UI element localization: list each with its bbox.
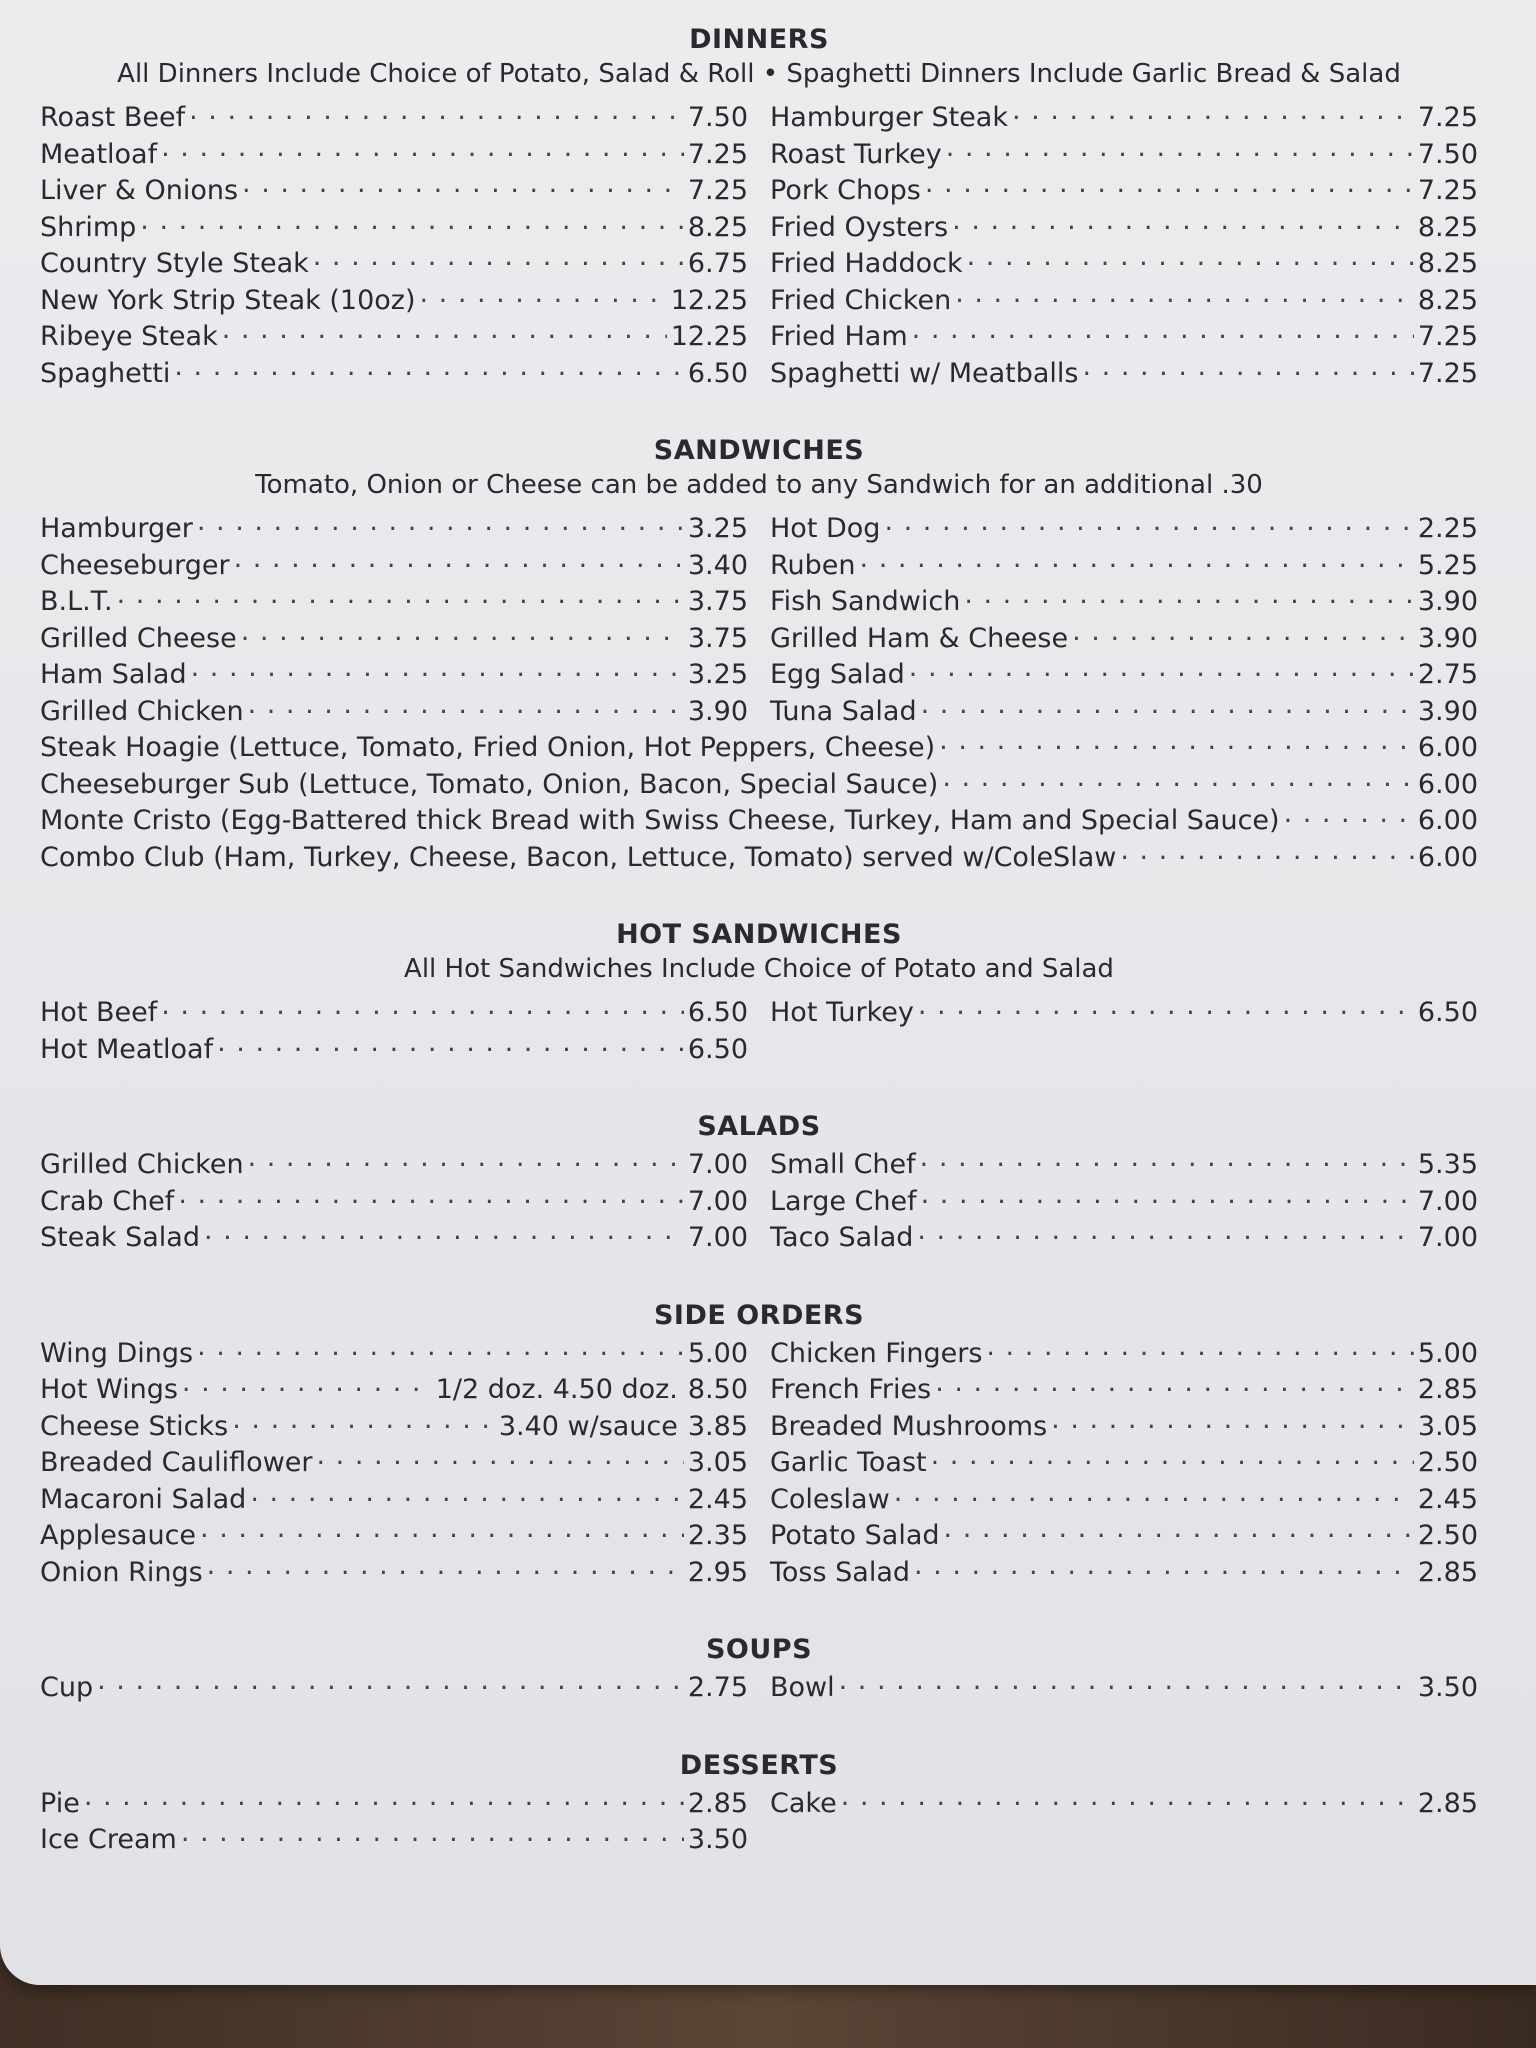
menu-item-name: Cup xyxy=(40,1672,94,1703)
menu-item-name: Garlic Toast xyxy=(770,1447,927,1478)
menu-item-price: 2.85 xyxy=(1417,1374,1478,1405)
menu-item xyxy=(770,1371,1478,1408)
menu-item-price: 5.00 xyxy=(687,1337,748,1369)
dot-leader xyxy=(248,1146,684,1173)
section-sandwiches xyxy=(40,435,1478,875)
dot-leader xyxy=(182,1371,426,1398)
menu-item xyxy=(40,1335,748,1372)
menu-item-name: Shrimp xyxy=(40,211,137,243)
dot-leader xyxy=(946,136,1414,163)
menu-item xyxy=(770,1444,1478,1481)
menu-item-name: Hot Wings xyxy=(40,1374,178,1405)
menu-item-price: 3.90 xyxy=(1417,695,1478,727)
dot-leader xyxy=(909,656,1414,683)
menu-item-name: Chicken Fingers xyxy=(770,1337,983,1369)
menu-item xyxy=(770,209,1478,246)
dot-leader xyxy=(884,510,1413,537)
menu-item-name: Fried Oysters xyxy=(770,211,949,243)
section-note: All Dinners Include Choice of Potato, Salad & Roll • Spaghetti Dinners Include Garlic Bread & Salad xyxy=(117,59,1401,89)
menu-item-name: French Fries xyxy=(770,1374,932,1405)
menu-item xyxy=(770,1183,1478,1220)
menu-item-price: 12.25 xyxy=(670,321,748,352)
menu-column-left xyxy=(40,1669,748,1706)
menu-item xyxy=(770,355,1478,392)
menu-item-name: Pie xyxy=(40,1787,80,1819)
menu-item-price: 6.00 xyxy=(1417,732,1478,763)
menu-item-name: Cheese Sticks xyxy=(40,1410,229,1442)
menu-item-price: 3.90 xyxy=(1417,586,1478,617)
menu-item-name: Breaded Mushrooms xyxy=(770,1410,1048,1442)
menu-item-price: 7.25 xyxy=(1417,321,1478,352)
dot-leader xyxy=(234,547,684,574)
dot-leader xyxy=(1072,620,1414,647)
menu-item xyxy=(40,1408,748,1445)
menu-item xyxy=(40,1669,748,1706)
dot-leader xyxy=(161,136,684,163)
section-note: Tomato, Onion or Cheese can be added to any Sandwich for an additional .30 xyxy=(255,470,1263,500)
menu-item-name: Liver & Onions xyxy=(40,175,239,206)
menu-item-name: B.L.T. xyxy=(40,586,113,617)
menu-item-price: 7.50 xyxy=(1417,138,1478,170)
section-note: All Hot Sandwiches Include Choice of Potato and Salad xyxy=(404,954,1114,984)
menu-item-name: Cake xyxy=(770,1787,837,1819)
menu-item-name: Tuna Salad xyxy=(770,695,917,727)
dot-leader xyxy=(1284,802,1414,829)
dot-leader xyxy=(222,318,667,345)
menu-item-price: 2.75 xyxy=(687,1672,748,1703)
menu-item xyxy=(770,136,1478,173)
dot-leader xyxy=(197,510,684,537)
menu-item-name: Hot Dog xyxy=(770,513,881,544)
menu-item-price: 3.50 xyxy=(1417,1672,1478,1703)
dot-leader xyxy=(178,1183,684,1210)
menu-item-price: 7.00 xyxy=(1417,1222,1478,1253)
menu-item-name: Steak Salad xyxy=(40,1222,200,1253)
dot-leader xyxy=(921,693,1414,720)
menu-item xyxy=(770,1335,1478,1372)
menu-item xyxy=(40,994,748,1031)
menu-item xyxy=(770,1669,1478,1706)
menu-item xyxy=(40,802,1478,839)
menu-item-price: 8.25 xyxy=(1417,211,1478,243)
section-hot-sandwiches xyxy=(40,919,1478,1067)
menu-item-name: Pork Chops xyxy=(770,175,921,206)
menu-item-price: 3.05 xyxy=(1417,1410,1478,1442)
menu-column-left xyxy=(40,510,748,729)
section-title: SALADS xyxy=(697,1111,821,1142)
menu-item xyxy=(40,729,1478,766)
menu-item xyxy=(40,1785,748,1822)
menu-item xyxy=(770,1219,1478,1256)
section-title: SANDWICHES xyxy=(653,435,865,466)
menu-item-price: 6.00 xyxy=(1417,768,1478,800)
dot-leader xyxy=(313,245,684,272)
menu-item-name: Toss Salad xyxy=(770,1556,911,1588)
menu-item-price: 7.50 xyxy=(687,102,748,133)
section-title: SIDE ORDERS xyxy=(653,1299,865,1331)
menu-item xyxy=(770,99,1478,136)
menu-column-left xyxy=(40,1785,748,1858)
menu-item-price: 2.35 xyxy=(687,1520,748,1551)
menu-item xyxy=(40,656,748,693)
dot-leader xyxy=(117,583,684,610)
dot-leader xyxy=(242,172,684,199)
menu-item xyxy=(40,1146,748,1183)
menu-item-name: Fried Ham xyxy=(770,321,908,352)
menu-item-price: 7.25 xyxy=(687,175,748,206)
dot-leader xyxy=(204,1219,684,1246)
dot-leader xyxy=(935,1371,1414,1398)
menu-item-name: Roast Beef xyxy=(40,102,186,133)
dot-leader xyxy=(200,1517,684,1544)
menu-item-price: 7.00 xyxy=(687,1185,748,1217)
section-title: DESSERTS xyxy=(679,1749,839,1781)
menu-item xyxy=(770,510,1478,547)
menu-item-price: 7.25 xyxy=(1417,102,1478,133)
menu-item-price: 3.50 xyxy=(687,1824,748,1855)
dot-leader xyxy=(317,1444,684,1471)
dot-leader xyxy=(241,620,684,647)
dot-leader xyxy=(174,355,684,382)
menu-item-name: Fish Sandwich xyxy=(770,586,961,617)
menu-column-left xyxy=(40,1335,748,1591)
menu-column-left xyxy=(40,99,748,391)
section-soups xyxy=(40,1634,1478,1706)
menu-item-name: Roast Turkey xyxy=(770,138,942,170)
menu-item-name: Cheeseburger Sub (Lettuce, Tomato, Onion, Bacon, Special Sauce) xyxy=(40,768,939,800)
dot-leader xyxy=(84,1785,684,1812)
menu-item-name: Ruben xyxy=(770,549,856,581)
menu-item-price: 7.00 xyxy=(687,1149,748,1180)
menu-item-price: 6.75 xyxy=(687,248,748,279)
menu-item xyxy=(40,318,748,355)
menu-item xyxy=(770,245,1478,282)
menu-item xyxy=(770,282,1478,319)
dot-leader xyxy=(1120,839,1414,866)
menu-item-name: Ice Cream xyxy=(40,1824,177,1855)
dot-leader xyxy=(181,1821,684,1848)
dot-leader xyxy=(939,729,1414,756)
menu-item xyxy=(40,282,748,319)
menu-column-right xyxy=(770,1669,1478,1706)
menu-item xyxy=(770,1785,1478,1822)
menu-item-name: Combo Club (Ham, Turkey, Cheese, Bacon, Lettuce, Tomato) served w/ColeSlaw xyxy=(40,841,1117,873)
menu-item xyxy=(40,1517,748,1554)
menu-item-name: Ribeye Steak xyxy=(40,321,218,352)
menu-item xyxy=(40,99,748,136)
menu-item xyxy=(40,1554,748,1591)
dot-leader xyxy=(419,282,666,309)
menu-item xyxy=(40,1031,748,1068)
dot-leader xyxy=(841,1785,1414,1812)
dot-leader xyxy=(860,547,1414,574)
menu-item-price: 2.85 xyxy=(1417,1556,1478,1588)
menu-item xyxy=(40,245,748,282)
dot-leader xyxy=(952,209,1414,236)
menu-item-price: 5.00 xyxy=(1417,1337,1478,1369)
menu-item xyxy=(770,620,1478,657)
menu-item-name: Hot Beef xyxy=(40,997,158,1028)
dot-leader xyxy=(839,1669,1414,1696)
dot-leader xyxy=(921,1183,1414,1210)
menu-item xyxy=(770,1408,1478,1445)
menu-item-price: 3.90 xyxy=(687,695,748,727)
menu-column-left xyxy=(40,1146,748,1256)
menu-item xyxy=(40,766,1478,803)
menu-item xyxy=(40,136,748,173)
dot-leader xyxy=(207,1554,684,1581)
menu-item-price: 6.50 xyxy=(687,997,748,1028)
dot-leader xyxy=(191,656,684,683)
menu-item-price: 6.50 xyxy=(687,357,748,389)
menu-item-name: Egg Salad xyxy=(770,659,905,690)
dot-leader xyxy=(140,209,684,236)
menu-item-price: 6.00 xyxy=(1417,805,1478,836)
menu-item-price: 2.45 xyxy=(1417,1483,1478,1515)
menu-item-price: 5.35 xyxy=(1417,1149,1478,1180)
menu-item xyxy=(40,583,748,620)
menu-item-price: 7.00 xyxy=(687,1222,748,1253)
dot-leader xyxy=(914,1554,1414,1581)
menu-item xyxy=(40,620,748,657)
menu-item-price: 12.25 xyxy=(670,284,748,316)
dot-leader xyxy=(944,1517,1414,1544)
menu-item xyxy=(40,209,748,246)
menu-item-name: Grilled Chicken xyxy=(40,1149,244,1180)
menu-item-price: 2.50 xyxy=(1417,1447,1478,1478)
menu-item-name: Monte Cristo (Egg-Battered thick Bread with Swiss Cheese, Turkey, Ham and Special Sauce) xyxy=(40,805,1280,836)
section-dinners xyxy=(40,24,1478,391)
menu-item-option: 3.40 w/sauce xyxy=(498,1410,678,1442)
menu-item xyxy=(40,1444,748,1481)
menu-item-name: Applesauce xyxy=(40,1520,197,1551)
menu-item xyxy=(770,994,1478,1031)
dot-leader xyxy=(931,1444,1414,1471)
menu-item xyxy=(40,1821,748,1858)
menu-item-name: Grilled Chicken xyxy=(40,695,244,727)
menu-item xyxy=(770,656,1478,693)
section-salads xyxy=(40,1111,1478,1256)
menu-item-price: 5.25 xyxy=(1417,549,1478,581)
dot-leader xyxy=(917,1219,1413,1246)
menu-item xyxy=(40,1481,748,1518)
dot-leader xyxy=(248,693,684,720)
menu-item-price: 8.25 xyxy=(1417,284,1478,316)
menu-column-right xyxy=(770,1146,1478,1256)
menu-item-name: Grilled Cheese xyxy=(40,622,237,654)
menu-item-price: 3.85 xyxy=(687,1410,748,1442)
menu-item xyxy=(770,547,1478,584)
dot-leader xyxy=(189,99,684,126)
section-title: SOUPS xyxy=(705,1634,813,1665)
menu-item-price: 3.25 xyxy=(687,659,748,690)
menu-item-price: 2.95 xyxy=(687,1556,748,1588)
menu-item-price: 6.50 xyxy=(1417,997,1478,1028)
menu-item-name: Hot Turkey xyxy=(770,997,914,1028)
menu-item-name: Spaghetti w/ Meatballs xyxy=(770,357,1079,389)
section-title: HOT SANDWICHES xyxy=(616,919,902,950)
menu-item-price: 3.90 xyxy=(1417,622,1478,654)
menu-item xyxy=(40,1371,748,1408)
menu-item-price: 7.25 xyxy=(1417,175,1478,206)
menu-item xyxy=(770,172,1478,209)
menu-item-price: 8.25 xyxy=(687,211,748,243)
menu-item-price: 2.85 xyxy=(687,1787,748,1819)
menu-item xyxy=(40,693,748,730)
dot-leader xyxy=(1012,99,1414,126)
menu-item-name: Fried Chicken xyxy=(770,284,952,316)
menu-item-price: 2.25 xyxy=(1417,513,1478,544)
menu-item-price: 7.25 xyxy=(687,138,748,170)
menu-full-width-list xyxy=(40,729,1478,875)
menu-item-price: 3.75 xyxy=(687,586,748,617)
menu-item xyxy=(770,1554,1478,1591)
dot-leader xyxy=(1051,1408,1414,1435)
menu-item-price: 3.40 xyxy=(687,549,748,581)
menu-column-right xyxy=(770,1335,1478,1591)
menu-column-left xyxy=(40,994,748,1067)
dot-leader xyxy=(986,1335,1413,1362)
dot-leader xyxy=(97,1669,684,1696)
menu-item-name: Meatloaf xyxy=(40,138,158,170)
menu-column-right xyxy=(770,510,1478,729)
dot-leader xyxy=(232,1408,489,1435)
menu-item xyxy=(770,1146,1478,1183)
dot-leader xyxy=(920,1146,1414,1173)
menu-item-name: Potato Salad xyxy=(770,1520,940,1551)
menu-item-name: Hamburger xyxy=(40,513,193,544)
dot-leader xyxy=(955,282,1414,309)
menu-item-price: 2.50 xyxy=(1417,1520,1478,1551)
menu-item-name: Wing Dings xyxy=(40,1337,194,1369)
dot-leader xyxy=(918,994,1414,1021)
menu-item xyxy=(770,318,1478,355)
menu-item-price: 7.25 xyxy=(1417,357,1478,389)
dot-leader xyxy=(1083,355,1414,382)
menu-item-name: Onion Rings xyxy=(40,1556,203,1588)
menu-item xyxy=(40,547,748,584)
menu-column-right xyxy=(770,994,1478,1067)
menu-item-name: Breaded Cauliflower xyxy=(40,1447,313,1478)
menu-item-name: Cheeseburger xyxy=(40,549,230,581)
dot-leader xyxy=(250,1481,684,1508)
section-desserts xyxy=(40,1750,1478,1858)
menu-item-name: Fried Haddock xyxy=(770,248,963,279)
section-title: DINNERS xyxy=(689,24,829,55)
menu-item xyxy=(770,583,1478,620)
menu-item-name: Hamburger Steak xyxy=(770,102,1008,133)
menu-item-name: Crab Chef xyxy=(40,1185,175,1217)
menu-item xyxy=(40,1183,748,1220)
dot-leader xyxy=(197,1335,684,1362)
menu-item-price: 3.75 xyxy=(687,622,748,654)
dot-leader xyxy=(161,994,684,1021)
menu-item-name: Coleslaw xyxy=(770,1483,890,1515)
menu-item-price: 3.05 xyxy=(687,1447,748,1478)
menu-item-price: 6.00 xyxy=(1417,841,1478,873)
menu-item-name: Small Chef xyxy=(770,1149,916,1180)
menu-column-right xyxy=(770,1785,1478,1858)
menu-item xyxy=(770,1481,1478,1518)
dot-leader xyxy=(925,172,1414,199)
menu-item-name: New York Strip Steak (10oz) xyxy=(40,284,416,316)
menu-item-option: 1/2 doz. 4.50 doz. xyxy=(435,1374,678,1405)
menu-item-name: Ham Salad xyxy=(40,659,187,690)
dot-leader xyxy=(217,1031,684,1058)
menu-item-name: Bowl xyxy=(770,1672,835,1703)
dot-leader xyxy=(964,583,1414,610)
menu-item-name: Macaroni Salad xyxy=(40,1483,247,1515)
menu-column-right xyxy=(770,99,1478,391)
menu-item xyxy=(770,1517,1478,1554)
menu-item-name: Grilled Ham & Cheese xyxy=(770,622,1069,654)
menu-item-price: 2.75 xyxy=(1417,659,1478,690)
menu-item xyxy=(40,172,748,209)
menu-item-price: 2.85 xyxy=(1417,1787,1478,1819)
dot-leader xyxy=(894,1481,1414,1508)
menu-item-price: 3.25 xyxy=(687,513,748,544)
menu-item xyxy=(40,510,748,547)
menu-item-name: Spaghetti xyxy=(40,357,171,389)
menu-item xyxy=(40,839,1478,876)
menu-item-name: Taco Salad xyxy=(770,1222,914,1253)
menu-item-price: 8.25 xyxy=(1417,248,1478,279)
menu-item-name: Large Chef xyxy=(770,1185,917,1217)
menu-item-price: 8.50 xyxy=(687,1374,748,1405)
menu-item-price: 7.00 xyxy=(1417,1185,1478,1217)
menu-item-name: Country Style Steak xyxy=(40,248,309,279)
menu-item-name: Hot Meatloaf xyxy=(40,1033,214,1065)
dot-leader xyxy=(942,766,1414,793)
menu-item xyxy=(40,1219,748,1256)
menu-item-price: 6.50 xyxy=(687,1033,748,1065)
menu-item xyxy=(40,355,748,392)
menu-item xyxy=(770,693,1478,730)
dot-leader xyxy=(967,245,1414,272)
menu-item-name: Steak Hoagie (Lettuce, Tomato, Fried Onion, Hot Peppers, Cheese) xyxy=(40,732,936,763)
menu-item-price: 2.45 xyxy=(687,1483,748,1515)
section-side-orders xyxy=(40,1300,1478,1591)
dot-leader xyxy=(912,318,1414,345)
